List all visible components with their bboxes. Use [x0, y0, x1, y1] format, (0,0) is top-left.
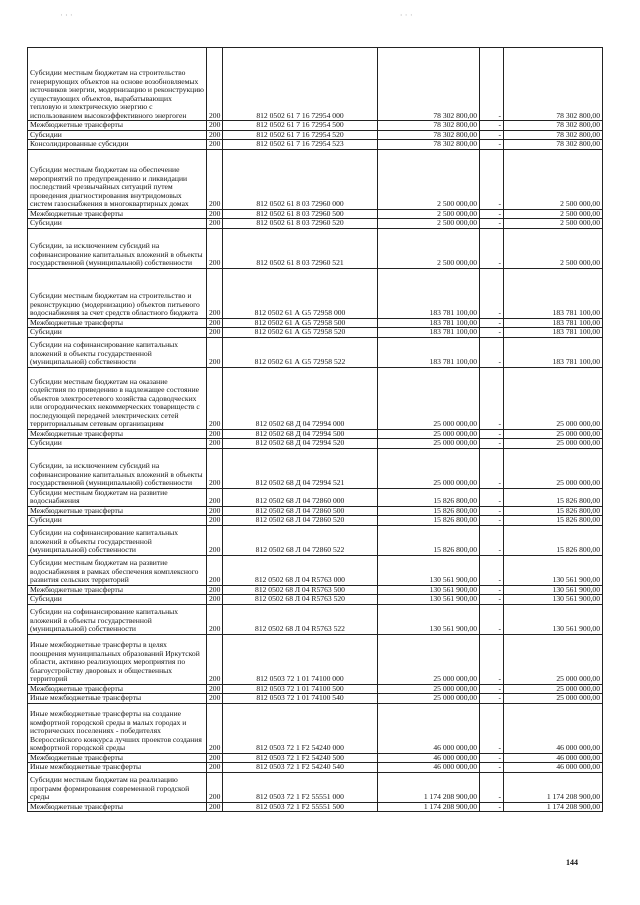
table-row: [28, 516, 603, 526]
row-total-cell: 25 000 000,00: [504, 367, 603, 429]
row-budget-code-cell: 812 0502 61 А G5 72958 500: [223, 318, 378, 328]
table-row: [28, 337, 603, 367]
row-budget-code-cell: 812 0502 68 Л 04 72860 500: [223, 506, 378, 516]
table-row: [28, 763, 603, 773]
row-total-cell: 46 000 000,00: [504, 753, 603, 763]
row-amount-cell: 25 000 000,00: [378, 439, 480, 449]
row-column-200-cell: 200: [207, 604, 223, 634]
row-name-cell: Субсидии местным бюджетам на развитие водоснабжения: [28, 488, 207, 506]
row-name-cell: Межбюджетные трансферты: [28, 506, 207, 516]
row-total-cell: 2 500 000,00: [504, 228, 603, 268]
row-name-cell: Субсидии местным бюджетам на строительство генерирующих объектов на основе возобновляемых источников энергии, модернизацию и реконструкцию существующих объектов, вырабатывающих тепловую и электрическую энергию с использованием высокоэффективного энергоген: [28, 48, 207, 121]
row-name-cell: Субсидии местным бюджетам на реализацию программ формирования современной городской среды: [28, 772, 207, 802]
row-column-200-cell: 200: [207, 488, 223, 506]
row-budget-code-cell: 812 0502 61 7 16 72954 523: [223, 140, 378, 150]
row-column-200-cell: 200: [207, 772, 223, 802]
row-column-200-cell: 200: [207, 684, 223, 694]
row-column-200-cell: 200: [207, 753, 223, 763]
row-column-200-cell: 200: [207, 219, 223, 229]
row-name-cell: Субсидии: [28, 130, 207, 140]
table-row: [28, 429, 603, 439]
row-change-cell: -: [480, 121, 504, 131]
row-total-cell: 25 000 000,00: [504, 694, 603, 704]
row-name-cell: Субсидии: [28, 595, 207, 605]
row-change-cell: -: [480, 525, 504, 555]
table-row: [28, 328, 603, 338]
row-column-200-cell: 200: [207, 763, 223, 773]
row-total-cell: 183 781 100,00: [504, 318, 603, 328]
row-column-200-cell: 200: [207, 48, 223, 121]
row-change-cell: -: [480, 694, 504, 704]
table-row: [28, 802, 603, 812]
row-amount-cell: 183 781 100,00: [378, 318, 480, 328]
table-row: [28, 585, 603, 595]
table-row: [28, 268, 603, 318]
row-name-cell: Субсидии на софинансирование капитальных вложений в объекты государственной (муниципальной) собственности: [28, 525, 207, 555]
table-row: [28, 130, 603, 140]
row-budget-code-cell: 812 0503 72 1 F2 55551 500: [223, 802, 378, 812]
row-name-cell: Субсидии местным бюджетам на развитие водоснабжения в рамках обеспечения комплексного развития сельских территорий: [28, 555, 207, 585]
table-row: [28, 753, 603, 763]
row-change-cell: -: [480, 585, 504, 595]
row-amount-cell: 15 826 800,00: [378, 488, 480, 506]
table-row: [28, 219, 603, 229]
row-amount-cell: 25 000 000,00: [378, 429, 480, 439]
row-total-cell: 15 826 800,00: [504, 488, 603, 506]
row-change-cell: -: [480, 595, 504, 605]
row-budget-code-cell: 812 0502 61 8 03 72960 500: [223, 209, 378, 219]
row-budget-code-cell: 812 0502 61 8 03 72960 000: [223, 149, 378, 209]
table-row: [28, 684, 603, 694]
scan-smudge-left: · ⸱ ·: [60, 10, 73, 20]
row-change-cell: -: [480, 703, 504, 753]
row-amount-cell: 130 561 900,00: [378, 595, 480, 605]
row-total-cell: 78 302 800,00: [504, 140, 603, 150]
row-budget-code-cell: 812 0503 72 1 F2 54240 500: [223, 753, 378, 763]
row-column-200-cell: 200: [207, 585, 223, 595]
row-amount-cell: 2 500 000,00: [378, 149, 480, 209]
row-budget-code-cell: 812 0502 68 Л 04 R5763 522: [223, 604, 378, 634]
row-amount-cell: 130 561 900,00: [378, 585, 480, 595]
row-amount-cell: 46 000 000,00: [378, 703, 480, 753]
row-amount-cell: 15 826 800,00: [378, 506, 480, 516]
table-row: [28, 694, 603, 704]
table-row: [28, 772, 603, 802]
row-budget-code-cell: 812 0502 61 7 16 72954 500: [223, 121, 378, 131]
scan-smudge-right: ⸱ · ·: [400, 10, 413, 20]
row-total-cell: 130 561 900,00: [504, 555, 603, 585]
row-column-200-cell: 200: [207, 506, 223, 516]
row-change-cell: -: [480, 228, 504, 268]
table-row: [28, 506, 603, 516]
row-total-cell: 1 174 208 900,00: [504, 802, 603, 812]
row-name-cell: Межбюджетные трансферты: [28, 585, 207, 595]
row-change-cell: -: [480, 429, 504, 439]
row-budget-code-cell: 812 0503 72 1 01 74100 540: [223, 694, 378, 704]
row-change-cell: -: [480, 337, 504, 367]
table-row: [28, 448, 603, 488]
row-total-cell: 15 826 800,00: [504, 516, 603, 526]
table-row: [28, 634, 603, 684]
row-amount-cell: 130 561 900,00: [378, 555, 480, 585]
row-name-cell: Субсидии на софинансирование капитальных вложений в объекты государственной (муниципальной) собственности: [28, 604, 207, 634]
row-budget-code-cell: 812 0502 61 А G5 72958 522: [223, 337, 378, 367]
table-row: [28, 209, 603, 219]
row-budget-code-cell: 812 0502 61 8 03 72960 520: [223, 219, 378, 229]
row-name-cell: Межбюджетные трансферты: [28, 753, 207, 763]
row-total-cell: 25 000 000,00: [504, 439, 603, 449]
row-name-cell: Иные межбюджетные трансферты на создание комфортной городской среды в малых городах и исторических поселениях - победителях Всероссийского конкурса лучших проектов создания комфортной городской среды: [28, 703, 207, 753]
row-name-cell: Межбюджетные трансферты: [28, 318, 207, 328]
row-column-200-cell: 200: [207, 328, 223, 338]
row-total-cell: 25 000 000,00: [504, 684, 603, 694]
row-total-cell: 15 826 800,00: [504, 506, 603, 516]
row-column-200-cell: 200: [207, 802, 223, 812]
row-total-cell: 78 302 800,00: [504, 121, 603, 131]
row-name-cell: Субсидии на софинансирование капитальных вложений в объекты государственной (муниципальной) собственности: [28, 337, 207, 367]
row-amount-cell: 25 000 000,00: [378, 684, 480, 694]
row-budget-code-cell: 812 0502 61 8 03 72960 521: [223, 228, 378, 268]
row-name-cell: Субсидии местным бюджетам на оказание содействия по приведению в надлежащее состояние объектов электросетевого хозяйства садоводческих или огороднических некоммерческих товариществ с последующей передачей электрических сетей территориальным сетевым организациям: [28, 367, 207, 429]
row-name-cell: Субсидии местным бюджетам на обеспечение мероприятий по предупреждению и ликвидации последствий чрезвычайных ситуаций путем проведения диагностирования внутридомовых систем газоснабжения в многоквартирных домах: [28, 149, 207, 209]
row-change-cell: -: [480, 439, 504, 449]
row-column-200-cell: 200: [207, 525, 223, 555]
row-amount-cell: 15 826 800,00: [378, 525, 480, 555]
row-amount-cell: 78 302 800,00: [378, 121, 480, 131]
row-column-200-cell: 200: [207, 448, 223, 488]
row-amount-cell: 25 000 000,00: [378, 634, 480, 684]
table-row: [28, 228, 603, 268]
row-budget-code-cell: 812 0502 68 Л 04 R5763 000: [223, 555, 378, 585]
table-row: [28, 149, 603, 209]
row-budget-code-cell: 812 0502 68 Д 04 72994 500: [223, 429, 378, 439]
row-column-200-cell: 200: [207, 429, 223, 439]
row-budget-code-cell: 812 0503 72 1 F2 54240 000: [223, 703, 378, 753]
row-change-cell: -: [480, 684, 504, 694]
row-budget-code-cell: 812 0502 61 7 16 72954 000: [223, 48, 378, 121]
row-name-cell: Субсидии местным бюджетам на строительство и реконструкцию (модернизацию) объектов питьевого водоснабжения за счет средств областного бюджета: [28, 268, 207, 318]
budget-table: [27, 47, 603, 812]
row-amount-cell: 183 781 100,00: [378, 328, 480, 338]
table-row: [28, 367, 603, 429]
row-total-cell: 183 781 100,00: [504, 328, 603, 338]
row-amount-cell: 25 000 000,00: [378, 367, 480, 429]
row-column-200-cell: 200: [207, 209, 223, 219]
row-budget-code-cell: 812 0502 68 Л 04 72860 000: [223, 488, 378, 506]
row-name-cell: Консолидированные субсидии: [28, 140, 207, 150]
row-name-cell: Межбюджетные трансферты: [28, 802, 207, 812]
row-column-200-cell: 200: [207, 367, 223, 429]
row-change-cell: -: [480, 140, 504, 150]
row-total-cell: 2 500 000,00: [504, 219, 603, 229]
row-column-200-cell: 200: [207, 130, 223, 140]
row-budget-code-cell: 812 0502 68 Л 04 R5763 500: [223, 585, 378, 595]
row-name-cell: Субсидии, за исключением субсидий на софинансирование капитальных вложений в объекты государственной (муниципальной) собственности: [28, 228, 207, 268]
row-name-cell: Иные межбюджетные трансферты: [28, 694, 207, 704]
row-change-cell: -: [480, 209, 504, 219]
page-number: 144: [566, 858, 578, 867]
row-column-200-cell: 200: [207, 439, 223, 449]
row-change-cell: -: [480, 48, 504, 121]
row-total-cell: 15 826 800,00: [504, 525, 603, 555]
row-change-cell: -: [480, 802, 504, 812]
row-column-200-cell: 200: [207, 516, 223, 526]
row-total-cell: 183 781 100,00: [504, 337, 603, 367]
row-amount-cell: 78 302 800,00: [378, 130, 480, 140]
row-amount-cell: 183 781 100,00: [378, 337, 480, 367]
row-amount-cell: 15 826 800,00: [378, 516, 480, 526]
table-row: [28, 48, 603, 121]
row-change-cell: -: [480, 448, 504, 488]
row-budget-code-cell: 812 0502 68 Д 04 72994 521: [223, 448, 378, 488]
row-name-cell: Субсидии: [28, 439, 207, 449]
row-budget-code-cell: 812 0503 72 1 F2 54240 540: [223, 763, 378, 773]
row-change-cell: -: [480, 268, 504, 318]
row-budget-code-cell: 812 0502 61 А G5 72958 000: [223, 268, 378, 318]
row-name-cell: Межбюджетные трансферты: [28, 684, 207, 694]
row-budget-code-cell: 812 0503 72 1 01 74100 000: [223, 634, 378, 684]
table-row: [28, 140, 603, 150]
row-amount-cell: 1 174 208 900,00: [378, 802, 480, 812]
row-amount-cell: 46 000 000,00: [378, 763, 480, 773]
row-amount-cell: 25 000 000,00: [378, 694, 480, 704]
row-column-200-cell: 200: [207, 595, 223, 605]
row-total-cell: 46 000 000,00: [504, 763, 603, 773]
row-total-cell: 2 500 000,00: [504, 149, 603, 209]
row-total-cell: 46 000 000,00: [504, 703, 603, 753]
row-column-200-cell: 200: [207, 268, 223, 318]
row-amount-cell: 1 174 208 900,00: [378, 772, 480, 802]
row-total-cell: 1 174 208 900,00: [504, 772, 603, 802]
row-change-cell: -: [480, 506, 504, 516]
table-row: [28, 703, 603, 753]
table-row: [28, 488, 603, 506]
row-column-200-cell: 200: [207, 634, 223, 684]
row-budget-code-cell: 812 0502 68 Д 04 72994 000: [223, 367, 378, 429]
table-row: [28, 318, 603, 328]
row-column-200-cell: 200: [207, 149, 223, 209]
row-column-200-cell: 200: [207, 555, 223, 585]
row-change-cell: -: [480, 149, 504, 209]
row-budget-code-cell: 812 0502 68 Л 04 72860 520: [223, 516, 378, 526]
row-name-cell: Межбюджетные трансферты: [28, 209, 207, 219]
row-budget-code-cell: 812 0502 68 Л 04 R5763 520: [223, 595, 378, 605]
row-total-cell: 130 561 900,00: [504, 585, 603, 595]
row-change-cell: -: [480, 753, 504, 763]
row-total-cell: 130 561 900,00: [504, 595, 603, 605]
row-name-cell: Межбюджетные трансферты: [28, 429, 207, 439]
row-budget-code-cell: 812 0502 61 7 16 72954 520: [223, 130, 378, 140]
row-amount-cell: 2 500 000,00: [378, 209, 480, 219]
row-change-cell: -: [480, 328, 504, 338]
row-total-cell: 78 302 800,00: [504, 48, 603, 121]
table-row: [28, 525, 603, 555]
table-row: [28, 439, 603, 449]
row-amount-cell: 2 500 000,00: [378, 219, 480, 229]
row-total-cell: 2 500 000,00: [504, 209, 603, 219]
row-budget-code-cell: 812 0503 72 1 01 74100 500: [223, 684, 378, 694]
row-amount-cell: 25 000 000,00: [378, 448, 480, 488]
row-change-cell: -: [480, 488, 504, 506]
row-change-cell: -: [480, 772, 504, 802]
row-amount-cell: 46 000 000,00: [378, 753, 480, 763]
row-total-cell: 25 000 000,00: [504, 429, 603, 439]
table-row: [28, 595, 603, 605]
row-name-cell: Субсидии: [28, 516, 207, 526]
row-total-cell: 25 000 000,00: [504, 634, 603, 684]
budget-table-body: [28, 48, 603, 812]
row-amount-cell: 183 781 100,00: [378, 268, 480, 318]
row-change-cell: -: [480, 763, 504, 773]
row-total-cell: 130 561 900,00: [504, 604, 603, 634]
row-budget-code-cell: 812 0503 72 1 F2 55551 000: [223, 772, 378, 802]
row-budget-code-cell: 812 0502 68 Д 04 72994 520: [223, 439, 378, 449]
row-total-cell: 25 000 000,00: [504, 448, 603, 488]
row-amount-cell: 2 500 000,00: [378, 228, 480, 268]
row-change-cell: -: [480, 516, 504, 526]
row-name-cell: Иные межбюджетные трансферты в целях поощрения муниципальных образований Иркутской области, активно реализующих мероприятия по благоустройству дворовых и общественных территорий: [28, 634, 207, 684]
row-amount-cell: 130 561 900,00: [378, 604, 480, 634]
row-column-200-cell: 200: [207, 337, 223, 367]
table-row: [28, 555, 603, 585]
row-name-cell: Субсидии, за исключением субсидий на софинансирование капитальных вложений в объекты государственной (муниципальной) собственности: [28, 448, 207, 488]
row-name-cell: Межбюджетные трансферты: [28, 121, 207, 131]
row-change-cell: -: [480, 604, 504, 634]
row-column-200-cell: 200: [207, 228, 223, 268]
row-column-200-cell: 200: [207, 121, 223, 131]
row-change-cell: -: [480, 555, 504, 585]
table-row: [28, 604, 603, 634]
row-amount-cell: 78 302 800,00: [378, 140, 480, 150]
row-name-cell: Субсидии: [28, 219, 207, 229]
row-change-cell: -: [480, 219, 504, 229]
row-change-cell: -: [480, 130, 504, 140]
row-name-cell: Субсидии: [28, 328, 207, 338]
row-column-200-cell: 200: [207, 694, 223, 704]
row-column-200-cell: 200: [207, 140, 223, 150]
table-row: [28, 121, 603, 131]
row-column-200-cell: 200: [207, 318, 223, 328]
row-column-200-cell: 200: [207, 703, 223, 753]
row-budget-code-cell: 812 0502 61 А G5 72958 520: [223, 328, 378, 338]
row-amount-cell: 78 302 800,00: [378, 48, 480, 121]
row-budget-code-cell: 812 0502 68 Л 04 72860 522: [223, 525, 378, 555]
row-total-cell: 183 781 100,00: [504, 268, 603, 318]
row-name-cell: Иные межбюджетные трансферты: [28, 763, 207, 773]
row-total-cell: 78 302 800,00: [504, 130, 603, 140]
row-change-cell: -: [480, 367, 504, 429]
row-change-cell: -: [480, 318, 504, 328]
row-change-cell: -: [480, 634, 504, 684]
